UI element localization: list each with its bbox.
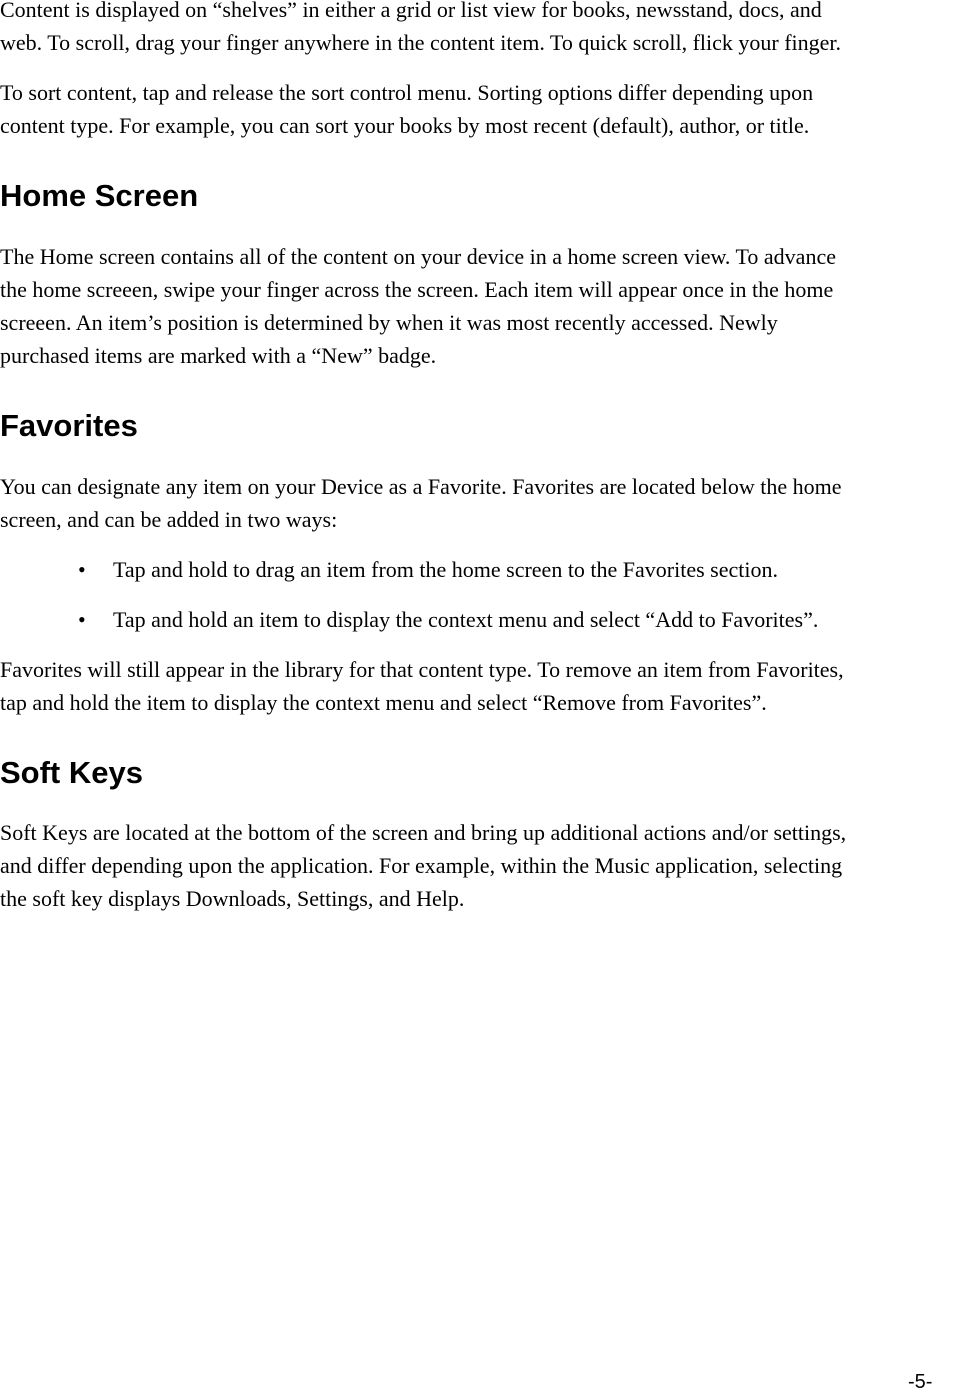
text-line: You can designate any item on your Device as a Favorite. Favorites are located below the home (0, 474, 842, 499)
text-line: purchased items are marked with a “New” badge. (0, 343, 437, 368)
page-number: -5- (908, 1371, 933, 1393)
bullet-text: Tap and hold an item to display the context menu and select “Add to Favorites”. (113, 607, 819, 632)
text-line: web. To scroll, drag your finger anywhere in the content item. To quick scroll, flick your finger. (0, 30, 842, 55)
bullet-text: Tap and hold to drag an item from the home screen to the Favorites section. (113, 557, 778, 582)
text-line: To sort content, tap and release the sort control menu. Sorting options differ depending upon (0, 80, 814, 105)
heading-favorites: Favorites (0, 408, 138, 443)
soft-keys-paragraph (0, 816, 846, 915)
text-line: Content is displayed on “shelves” in either a grid or list view for books, newsstand, docs, and (0, 0, 822, 22)
text-line: Favorites will still appear in the library for that content type. To remove an item from Favorites, (0, 657, 844, 682)
text-line: content type. For example, you can sort your books by most recent (default), author, or title. (0, 113, 810, 138)
text-line: Soft Keys are located at the bottom of the screen and bring up additional actions and/or settings, (0, 820, 847, 845)
favorites-intro-paragraph (0, 470, 841, 536)
text-line: The Home screen contains all of the content on your device in a home screen view. To advance (0, 244, 836, 269)
home-screen-paragraph (0, 240, 836, 372)
text-line: tap and hold the item to display the context menu and select “Remove from Favorites”. (0, 690, 767, 715)
text-line: the home screeen, swipe your finger across the screen. Each item will appear once in the home (0, 277, 834, 302)
text-line: screen, and can be added in two ways: (0, 507, 338, 532)
text-line: and differ depending upon the application. For example, within the Music application, selecting (0, 853, 843, 878)
text-line: the soft key displays Downloads, Settings, and Help. (0, 886, 465, 911)
intro-paragraph-shelves (0, 0, 841, 59)
intro-paragraph-sorting (0, 76, 813, 142)
heading-home-screen: Home Screen (0, 178, 199, 213)
bullet-icon: • (78, 557, 86, 582)
list-item (0, 603, 960, 636)
bullet-icon: • (78, 607, 86, 632)
list-item (0, 553, 960, 586)
text-line: screeen. An item’s position is determined by when it was most recently accessed. Newly (0, 310, 778, 335)
heading-soft-keys: Soft Keys (0, 755, 143, 790)
favorites-outro-paragraph (0, 653, 844, 719)
